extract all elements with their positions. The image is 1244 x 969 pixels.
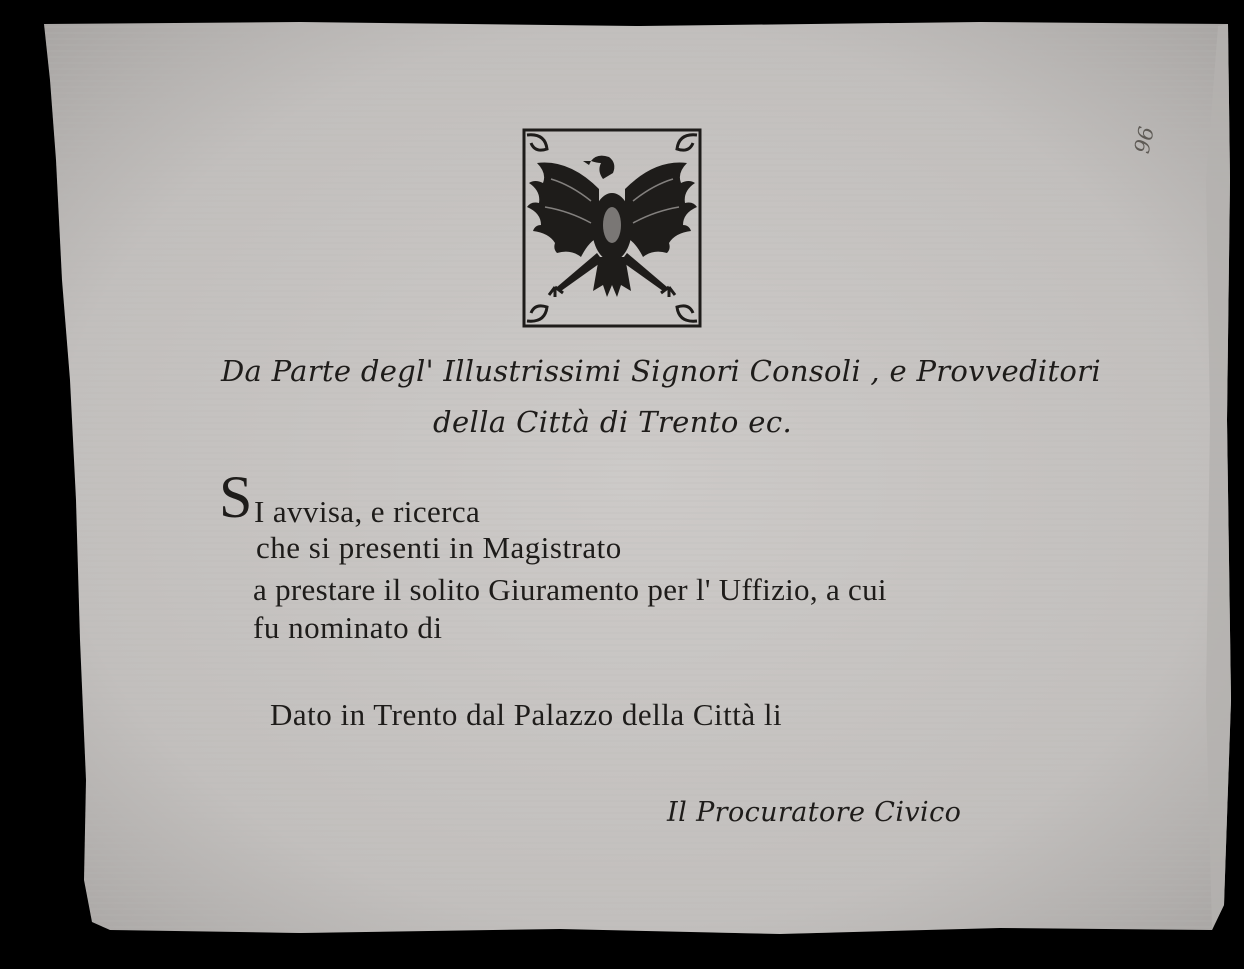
body-line-2: che si presenti in Magistrato: [256, 530, 622, 565]
paper-edge-shadow: [1206, 24, 1231, 930]
dropcap-initial: S: [219, 464, 253, 530]
body-line-4: fu nominato di: [253, 610, 443, 645]
heading-line-2: della Città di Trento ec.: [433, 405, 793, 439]
heading-line-1: Da Parte degl' Illustrissimi Signori Consoli , e Provveditori: [221, 354, 1101, 388]
body-line-3: a prestare il solito Giuramento per l' Uffizio, a cui: [253, 572, 887, 607]
marginal-note: 96: [1129, 124, 1159, 156]
eagle-coat-of-arms-icon: [521, 127, 703, 329]
signature-line: Il Procuratore Civico: [667, 797, 962, 828]
date-line: Dato in Trento dal Palazzo della Città li: [270, 697, 783, 732]
body-line-1: I avvisa, e ricerca: [254, 494, 481, 529]
